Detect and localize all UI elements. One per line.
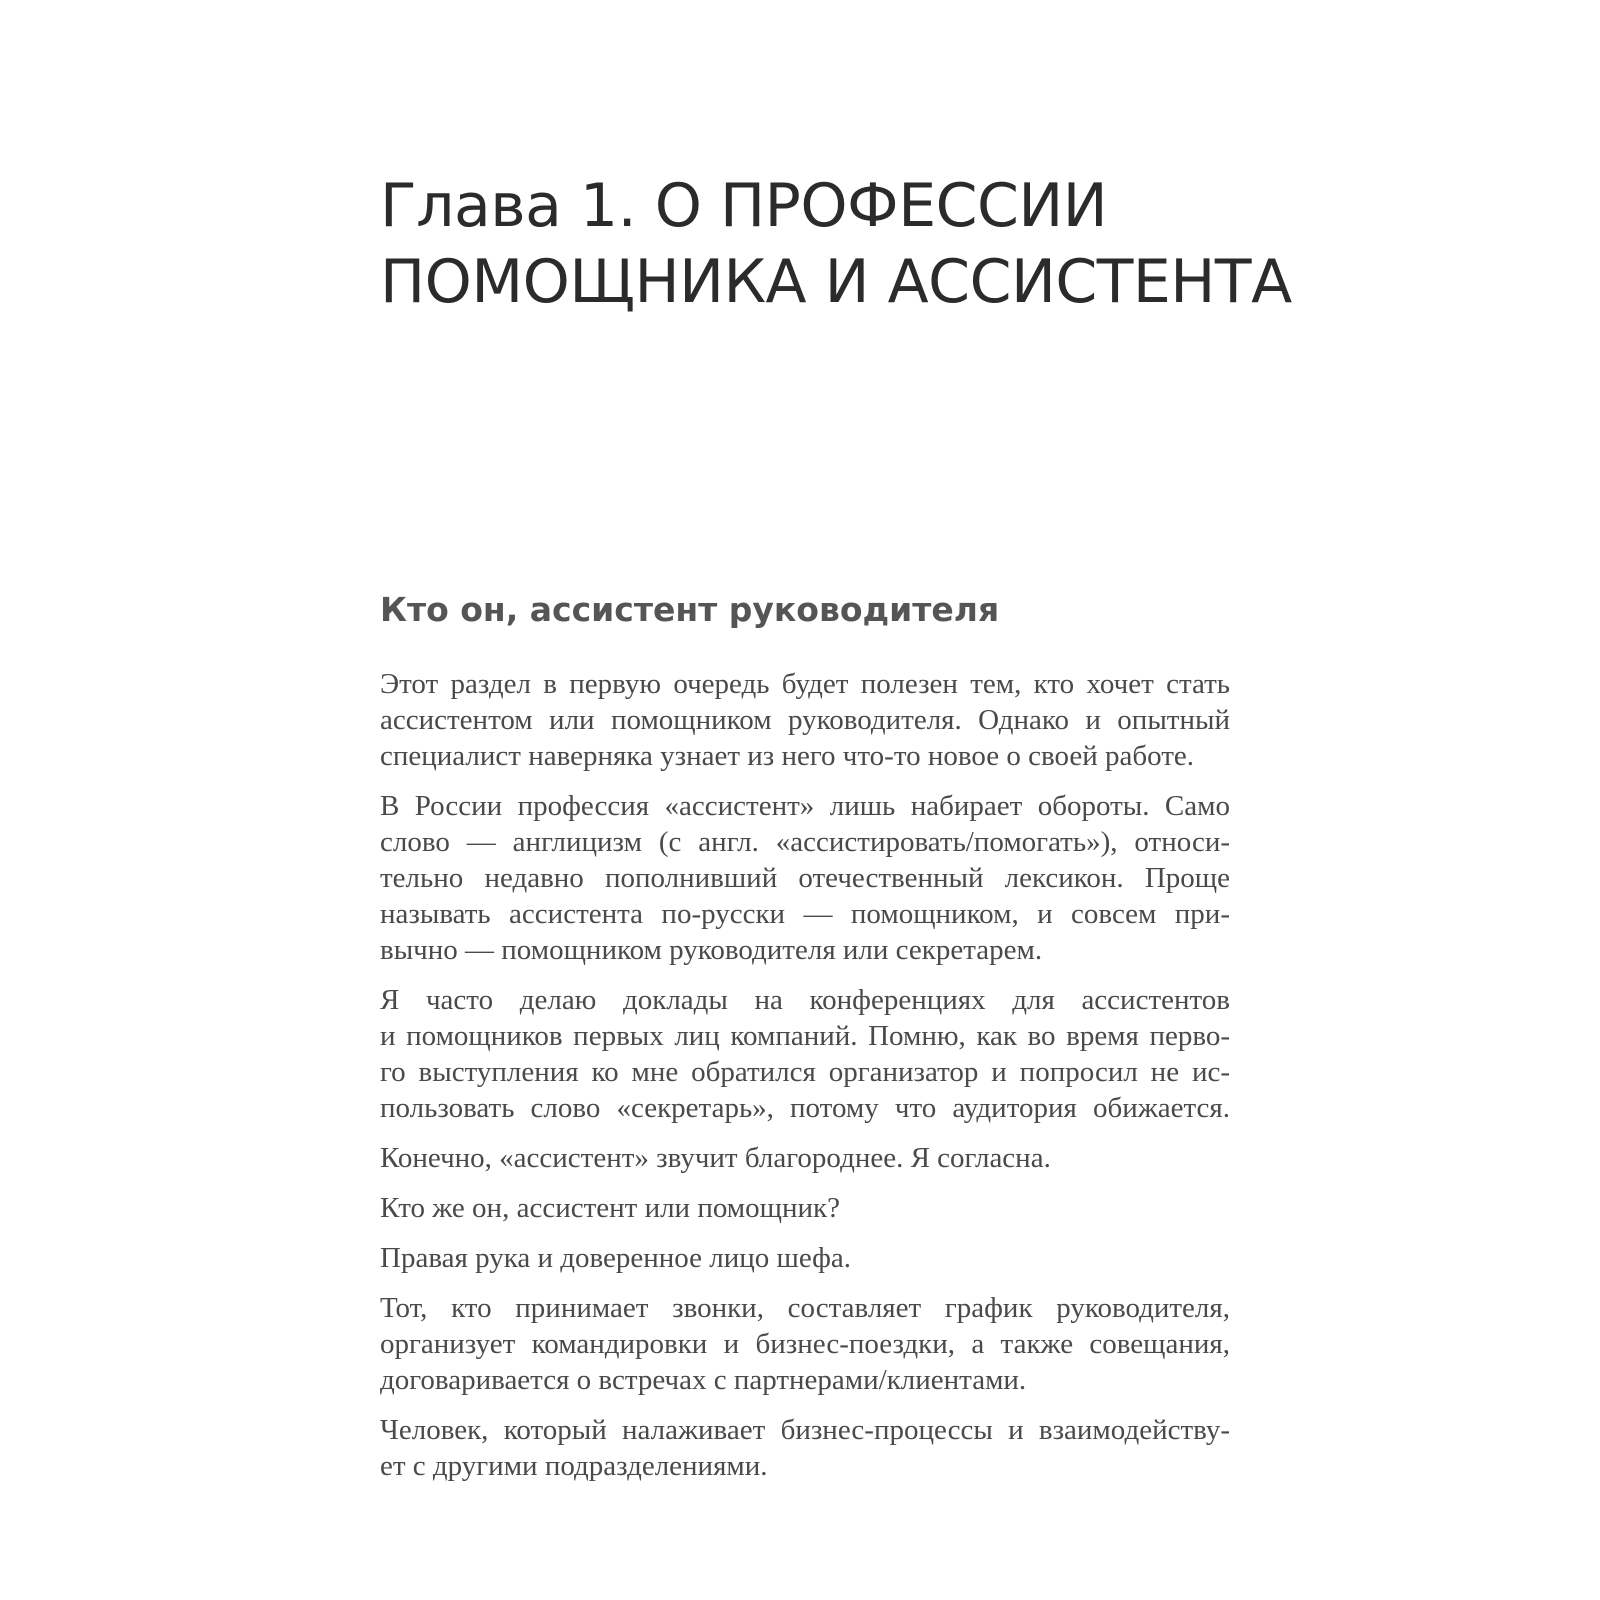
paragraph <box>380 1240 1230 1276</box>
chapter-title-line: ПОМОЩНИКА И АССИСТЕНТА <box>380 247 1292 317</box>
paragraph <box>380 1290 1230 1398</box>
paragraph <box>380 1412 1230 1484</box>
text-line: договаривается о встречах с партнерами/клиентами. <box>380 1364 1027 1396</box>
text-line: Человек, который налаживает бизнес-процессы и взаимодейству- <box>380 1414 1230 1446</box>
text-line: В России профессия «ассистент» лишь набирает обороты. Само <box>380 790 1230 822</box>
text-line: специалист наверняка узнает из него что-то новое о своей работе. <box>380 740 1195 772</box>
text-line: ет с другими подразделениями. <box>380 1450 768 1482</box>
text-line: и помощников первых лиц компаний. Помню, как во время перво- <box>380 1020 1230 1052</box>
text-line: пользовать слово «секретарь», потому что аудитория обижается. <box>380 1092 1230 1124</box>
body-text <box>380 666 1230 1498</box>
text-line: организует командировки и бизнес-поездки, а также совещания, <box>380 1328 1230 1360</box>
paragraph <box>380 982 1230 1126</box>
chapter-title <box>380 168 1292 320</box>
paragraph <box>380 1140 1230 1176</box>
text-line: Я часто делаю доклады на конференциях для ассистентов <box>380 984 1230 1016</box>
text-line: вычно — помощником руководителя или секретарем. <box>380 934 1043 966</box>
text-line: Тот, кто принимает звонки, составляет график руководителя, <box>380 1292 1230 1324</box>
paragraph <box>380 1190 1230 1226</box>
text-line: называть ассистента по-русски — помощником, и совсем при- <box>380 898 1230 930</box>
text-line: Конечно, «ассистент» звучит благороднее. Я согласна. <box>380 1142 1051 1174</box>
chapter-title-line: Глава 1. О ПРОФЕССИИ <box>380 171 1108 241</box>
text-line: слово — англицизм (с англ. «ассистировать/помогать»), относи- <box>380 826 1230 858</box>
text-line: тельно недавно пополнивший отечественный лексикон. Проще <box>380 862 1230 894</box>
text-line: Правая рука и доверенное лицо шефа. <box>380 1242 852 1274</box>
section-heading: Кто он, ассистент руководителя <box>380 590 1000 629</box>
paragraph <box>380 788 1230 968</box>
text-line: Этот раздел в первую очередь будет полезен тем, кто хочет стать <box>380 668 1230 700</box>
text-line: Кто же он, ассистент или помощник? <box>380 1192 840 1224</box>
text-line: ассистентом или помощником руководителя. Однако и опытный <box>380 704 1230 736</box>
text-line: го выступления ко мне обратился организатор и попросил не ис- <box>380 1056 1230 1088</box>
paragraph <box>380 666 1230 774</box>
